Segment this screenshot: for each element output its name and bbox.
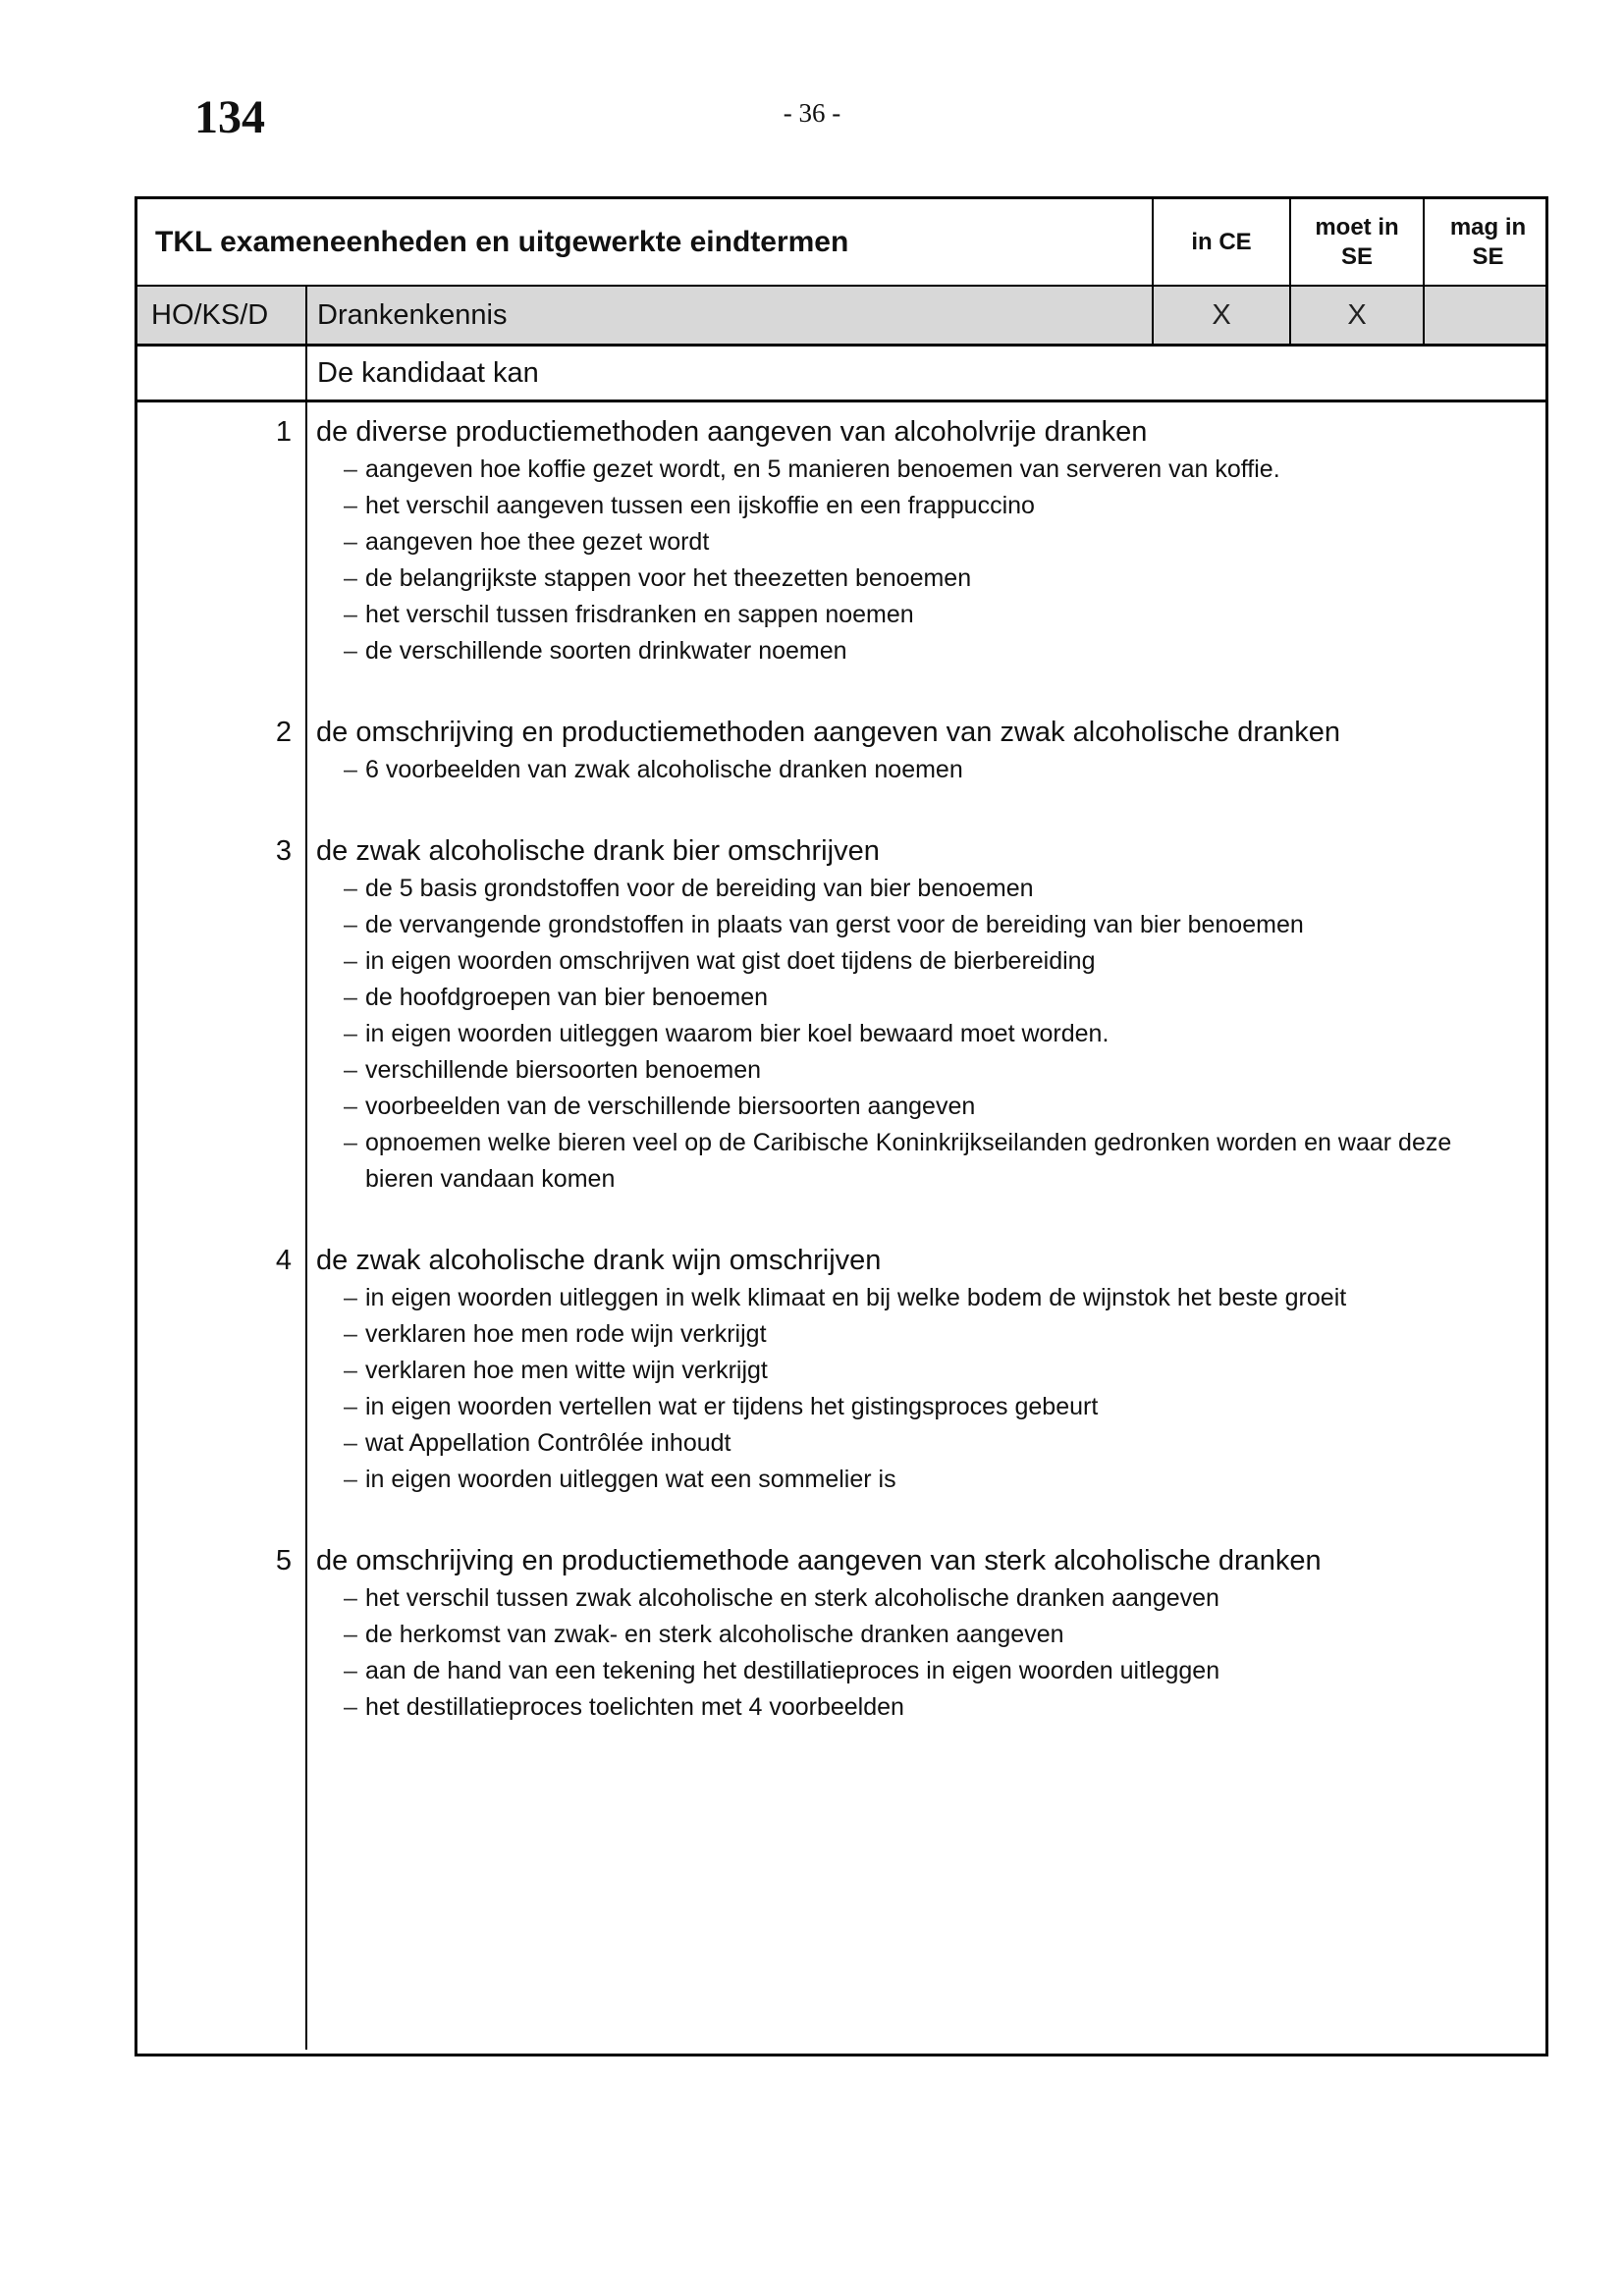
bullet-text: de 5 basis grondstoffen voor de bereiding van bier benoemen (365, 875, 1034, 902)
bullet-text: opnoemen welke bieren veel op de Caribische Koninkrijkseilanden gedronken worden en waar deze bieren vandaan komen (365, 1129, 1452, 1193)
bullet-text: in eigen woorden uitleggen in welk klimaat en bij welke bodem de wijnstok het beste groeit (365, 1284, 1347, 1311)
page-number-left: 134 (194, 91, 265, 143)
item-content (307, 715, 1545, 788)
exam-item (137, 414, 1545, 669)
bullet-text: in eigen woorden uitleggen wat een sommelier is (365, 1466, 896, 1493)
bullet-item (316, 1689, 1526, 1726)
item-content (307, 833, 1545, 1198)
bullet-dash-icon: – (344, 1393, 357, 1420)
bullet-dash-icon: – (344, 1320, 357, 1348)
item-content (307, 1243, 1545, 1498)
bullet-item (316, 1580, 1526, 1617)
bullet-item (316, 633, 1526, 669)
bullet-list (316, 452, 1526, 669)
bullet-text: het verschil tussen frisdranken en sappen noemen (365, 601, 914, 628)
bullet-item (316, 561, 1526, 597)
item-content (307, 414, 1545, 669)
bullet-item (316, 597, 1526, 633)
bullet-list (316, 1580, 1526, 1726)
bullet-dash-icon: – (344, 1093, 357, 1120)
bullet-item (316, 524, 1526, 561)
bullet-dash-icon: – (344, 1584, 357, 1612)
bullet-text: de belangrijkste stappen voor het theezetten benoemen (365, 564, 972, 592)
bullet-dash-icon: – (344, 637, 357, 665)
bullet-dash-icon: – (344, 911, 357, 938)
item-title: de diverse productiemethoden aangeven van alcoholvrije dranken (316, 416, 1148, 448)
bullet-text: verklaren hoe men witte wijn verkrijgt (365, 1357, 768, 1384)
item-number: 5 (275, 1545, 292, 1576)
bullet-dash-icon: – (344, 984, 357, 1011)
bullet-dash-icon: – (344, 1621, 357, 1648)
bullet-item (316, 452, 1526, 488)
bullet-text: het verschil tussen zwak alcoholische en sterk alcoholische dranken aangeven (365, 1584, 1219, 1612)
bullet-text: in eigen woorden uitleggen waarom bier koel bewaard moet worden. (365, 1020, 1110, 1047)
item-number: 1 (275, 416, 292, 448)
table-title: TKL exameneenheden en uitgewerkte eindtermen (137, 199, 1154, 285)
item-content (307, 1543, 1545, 1726)
bullet-text: 6 voorbeelden van zwak alcoholische dranken noemen (365, 756, 963, 783)
bullet-text: voorbeelden van de verschillende biersoorten aangeven (365, 1093, 976, 1120)
bullet-dash-icon: – (344, 1020, 357, 1047)
bullet-dash-icon: – (344, 601, 357, 628)
bullet-text: de verschillende soorten drinkwater noemen (365, 637, 847, 665)
bullet-text: het verschil aangeven tussen een ijskoffie en een frappuccino (365, 492, 1035, 519)
bullet-dash-icon: – (344, 947, 357, 975)
bullet-dash-icon: – (344, 1693, 357, 1721)
bullet-text: aangeven hoe thee gezet wordt (365, 528, 710, 556)
item-title: de zwak alcoholische drank bier omschrijven (316, 835, 880, 867)
bullet-text: aangeven hoe koffie gezet wordt, en 5 manieren benoemen van serveren van koffie. (365, 455, 1280, 483)
bullet-item (316, 1316, 1526, 1353)
page-number-center: - 36 - (783, 98, 841, 128)
item-title: de omschrijving en productiemethode aangeven van sterk alcoholische dranken (316, 1545, 1322, 1576)
bullet-item (316, 871, 1526, 907)
bullet-list (316, 871, 1526, 1198)
bullet-dash-icon: – (344, 875, 357, 902)
bullet-item (316, 1125, 1526, 1198)
bullet-dash-icon: – (344, 1357, 357, 1384)
bullet-item (316, 1617, 1526, 1653)
bullet-dash-icon: – (344, 1129, 357, 1156)
mark-moet-in-se: X (1291, 287, 1425, 344)
bullet-text: de vervangende grondstoffen in plaats van gerst voor de bereiding van bier benoemen (365, 911, 1304, 938)
bullet-list (316, 1280, 1526, 1498)
bullet-item (316, 488, 1526, 524)
bullet-item (316, 1653, 1526, 1689)
subject-row (137, 287, 1545, 347)
bullet-item (316, 1052, 1526, 1089)
bullet-text: verschillende biersoorten benoemen (365, 1056, 762, 1084)
bullet-item (316, 907, 1526, 943)
bullet-text: aan de hand van een tekening het destillatieproces in eigen woorden uitleggen (365, 1657, 1220, 1684)
bullet-text: wat Appellation Contrôlée inhoudt (365, 1429, 731, 1457)
intro-text: De kandidaat kan (317, 356, 539, 389)
intro-gutter (137, 347, 307, 400)
bullet-text: de herkomst van zwak- en sterk alcoholische dranken aangeven (365, 1621, 1064, 1648)
item-title: de omschrijving en productiemethoden aangeven van zwak alcoholische dranken (316, 717, 1341, 748)
bullet-dash-icon: – (344, 1466, 357, 1493)
bullet-item (316, 1280, 1526, 1316)
bullet-item (316, 1089, 1526, 1125)
column-header-in-ce: in CE (1154, 199, 1291, 285)
unit-code: HO/KS/D (137, 287, 307, 344)
bullet-item (316, 1389, 1526, 1425)
bullet-item (316, 1353, 1526, 1389)
bullet-list (316, 752, 1526, 788)
bullet-dash-icon: – (344, 1429, 357, 1457)
mark-in-ce: X (1154, 287, 1291, 344)
item-number: 4 (275, 1245, 292, 1276)
item-number: 2 (275, 717, 292, 748)
bullet-dash-icon: – (344, 1657, 357, 1684)
exam-units-table (135, 196, 1548, 2056)
column-header-mag-in-se: mag in SE (1449, 213, 1527, 270)
table-body (137, 402, 1545, 2050)
bullet-item (316, 1016, 1526, 1052)
bullet-item (316, 1425, 1526, 1462)
exam-item (137, 833, 1545, 1198)
intro-row (137, 347, 1545, 402)
bullet-text: in eigen woorden omschrijven wat gist doet tijdens de bierbereiding (365, 947, 1096, 975)
bullet-text: in eigen woorden vertellen wat er tijdens het gistingsproces gebeurt (365, 1393, 1099, 1420)
items-list (137, 402, 1545, 2050)
table-header-row (137, 199, 1545, 287)
bullet-dash-icon: – (344, 528, 357, 556)
bullet-dash-icon: – (344, 1056, 357, 1084)
bullet-item (316, 752, 1526, 788)
subject-name: Drankenkennis (307, 287, 1154, 344)
exam-item (137, 1543, 1545, 1726)
bullet-dash-icon: – (344, 564, 357, 592)
bullet-dash-icon: – (344, 1284, 357, 1311)
bullet-text: de hoofdgroepen van bier benoemen (365, 984, 769, 1011)
bullet-text: het destillatieproces toelichten met 4 voorbeelden (365, 1693, 904, 1721)
bullet-item (316, 980, 1526, 1016)
item-number: 3 (275, 835, 292, 867)
bullet-dash-icon: – (344, 492, 357, 519)
mark-mag-in-se (1425, 287, 1551, 344)
bullet-text: verklaren hoe men rode wijn verkrijgt (365, 1320, 767, 1348)
bullet-dash-icon: – (344, 756, 357, 783)
exam-item (137, 1243, 1545, 1498)
item-title: de zwak alcoholische drank wijn omschrijven (316, 1245, 882, 1276)
exam-item (137, 715, 1545, 788)
column-header-moet-in-se: moet in SE (1291, 199, 1425, 285)
bullet-dash-icon: – (344, 455, 357, 483)
bullet-item (316, 943, 1526, 980)
bullet-item (316, 1462, 1526, 1498)
